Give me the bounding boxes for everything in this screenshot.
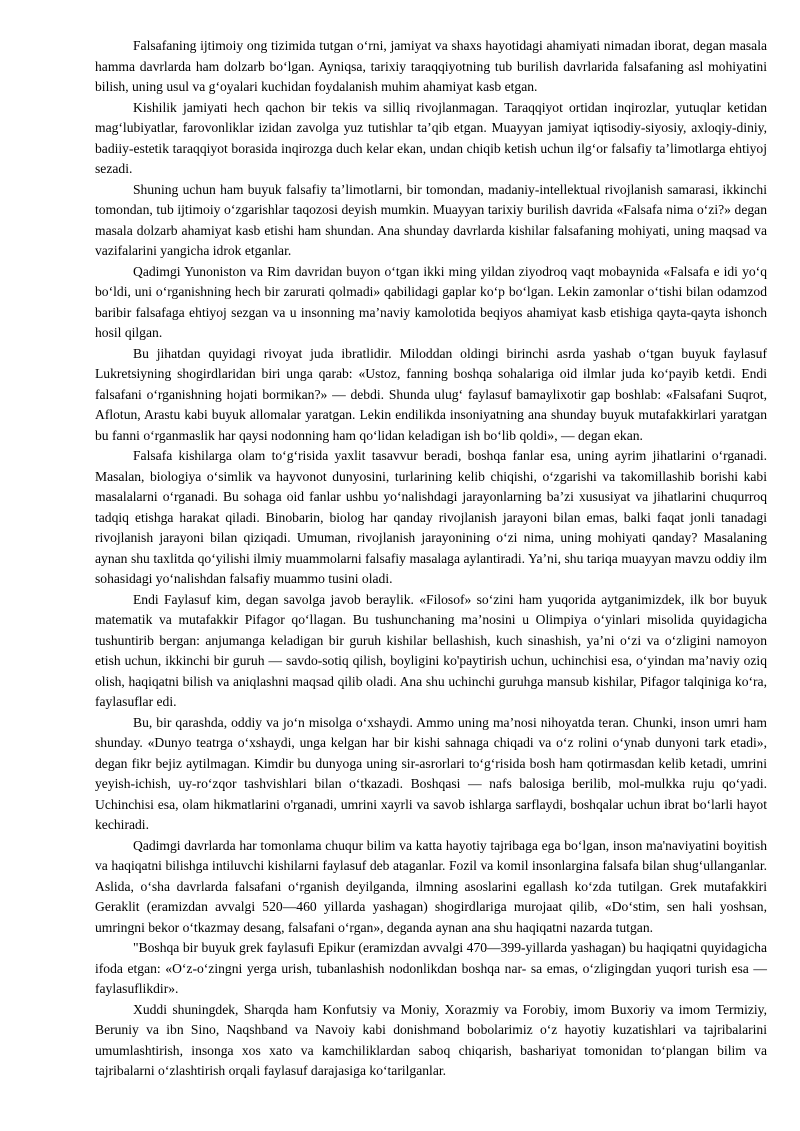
paragraph-9: Qadimgi davrlarda har tomonlama chuqur bilim va katta hayotiy tajribaga ega bo‘lgan, inson ma'naviyatini boyitish va haqiqatni bilishga intiluvchi kishilarni faylasuf deb ataganlar. Fozil va komil insonlargina falsafa bilan shug‘ullanganlar. Aslida, o‘sha davrlarda falsafani o‘rganish deyilganda, ilmning asoslarini egallash ko‘zda tutilgan. Grek mutafakkiri Geraklit (eramizdan avvalgi 520—460 yillarda yashagan) shogirdlariga murojaat qilib, «Do‘stim, sen hali yoshsan, umringni bekor o‘tkazmay desang, falsafani o‘rgan», deganda aynan ana shu haqiqatni nazarda tutgan. [95, 837, 767, 935]
paragraph-5: Bu jihatdan quyidagi rivoyat juda ibratlidir. Miloddan oldingi birinchi asrda yashab o‘tgan buyuk faylasuf Lukretsiyning shogirdlaridan biri unga qarab: «Ustoz, fanning boshqa sohalariga oid ilmlar juda ko‘payib ketdi. Endi falsafani o‘rganishning hojati bormikan?» — debdi. Shunda ulug‘ faylasuf bamaylixotir gap boshlab: «Falsafani Suqrot, Aflotun, Arastu kabi buyuk allomalar yaratgan. Lekin endilikda insoniyatning ana shunday buyuk mutafakkirlari yaratgan bu fanni o‘rganmaslik har qaysi nodonning ham qo‘lidan keladigan ish bo‘lib qoldi», — degan ekan. [95, 345, 767, 443]
paragraph-8: Bu, bir qarashda, oddiy va jo‘n misolga o‘xshaydi. Ammo uning ma’nosi nihoyatda teran. Chunki, inson umri ham shunday. «Dunyo teatrga o‘xshaydi, unga kelgan har bir kishi sahnaga chiqadi va o‘z rolini o‘ynab dunyoni tark etadi», degan fikr bejiz aytilmagan. Kimdir bu dunyoga uning sir-asrorlari to‘g‘risida bosh ham qotirmasdan kelib ketadi, umrini yeyish-ichish, uy-ro‘zqor tashvishlari bilan o‘tkazadi. Boshqasi — nafs balosiga berilib, mol-mulkka ruju qo‘yadi. Uchinchisi esa, olam hikmatlarini o'rganadi, umrini xayrli va savob ishlarga sarflaydi, boshqalar uchun ibrat bo‘larli hayot kechiradi. [95, 714, 767, 832]
paragraph-1: Falsafaning ijtimoiy ong tizimida tutgan o‘rni, jamiyat va shaxs hayotidagi ahamiyati nimadan iborat, degan masala hamma davrlarda ham dolzarb bo‘lgan. Ayniqsa, tarixiy taraqqiyotning tub burilish davrlarida falsafaning asl mohiyatini bilish, uning usul va g‘oyalari kuchidan foydalanish muhim ahamiyat kasb etgan. [95, 38, 767, 94]
paragraph-10: "Boshqa bir buyuk grek faylasufi Epikur (eramizdan avvalgi 470—399-yillarda yashagan) bu haqiqatni quyidagicha ifoda etgan: «O‘z-o‘zingni yerga urish, tubanlashish nodonlikdan boshqa nar- sa emas, o‘zligingdan yuqori turish esa — faylasuflikdir». [95, 940, 767, 996]
paragraph-6: Falsafa kishilarga olam to‘g‘risida yaxlit tasavvur beradi, boshqa fanlar esa, uning ayrim jihatlarini o‘rganadi. Masalan, biologiya o‘simlik va hayvonot dunyosini, turlarining kelib chiqishi, o‘zgarishi va takomillashib borishi kabi masalalarni o‘rganadi. Bu sohaga oid fanlar ushbu yo‘nalishdagi jarayonlarning ba’zi xususiyat va jihatlarini chuqurroq tadqiq etishga harakat qiladi. Binobarin, biolog har qanday rivojlanish jarayoni bilan emas, balki faqat jonli tanadagi rivojlanish jarayoni bilan qiziqadi. Umuman, rivojlanish jarayonining o‘zi nima, uning mohiyati qanday? Masalaning aynan shu taxlitda qo‘yilishi ilmiy muammolarni falsafiy masalaga aylantiradi. Ya’ni, shu tariqa muayyan mavzu oddiy ilm sohasidagi yo‘nalishdan falsafiy muammo tusini oladi. [95, 448, 767, 586]
paragraph-11: Xuddi shuningdek, Sharqda ham Konfutsiy va Moniy, Xorazmiy va Forobiy, imom Buxoriy va imom Termiziy, Beruniy va ibn Sino, Naqshband va Navoiy kabi donishmand bobolarimiz o‘z hayotiy kuzatishlari va tajribalarini umumlashtirish, insonga xos xato va kamchiliklardan saboq chiqarish, bashariyat tomonidan to‘plangan bilim va tajribalarni o‘zlashtirish orqali faylasuf darajasiga ko‘tarilganlar. [95, 1001, 767, 1078]
paragraph-7: Endi Faylasuf kim, degan savolga javob beraylik. «Filosof» so‘zini ham yuqorida aytganimizdek, ilk bor buyuk matematik va mutafakkir Pifagor qo‘llagan. Bu tushunchaning ma’nosini u Olimpiya o‘yinlari misolida quyidagicha tushuntirib bergan: anjumanga keladigan bir guruh kishilar bellashish, kuch sinashish, ya’ni o‘zi va o‘zligini namoyon etish uchun, ikkinchi bir guruh — savdo-sotiq qilish, boyligini ko'paytirish uchun, uchinchisi esa, o‘yindan ma’naviy oziq olish, haqiqatni bilish va aniqlashni maqsad qilib oladi. Ana shu uchinchi guruhga mansub kishilar, Pifagor talqiniga ko‘ra, faylasuflar edi. [95, 591, 767, 709]
document-page [95, 36, 767, 1082]
paragraph-3: Shuning uchun ham buyuk falsafiy ta’limotlarni, bir tomondan, madaniy-intellektual rivojlanish samarasi, ikkinchi tomondan, tub ijtimoiy o‘zgarishlar taqozosi deyish mumkin. Muayyan tarixiy burilish davrida «Falsafa nima o‘zi?» degan masala dolzarb ahamiyat kasb etishi ham shundan. Ana shunday davrlarda kishilar falsafaning mohiyati, uning maqsad va vazifalarini yangicha idrok etganlar. [95, 181, 767, 258]
paragraph-2: Kishilik jamiyati hech qachon bir tekis va silliq rivojlanmagan. Taraqqiyot ortidan inqirozlar, yutuqlar ketidan mag‘lubiyatlar, farovonliklar izidan zavolga yuz tutishlar ta’qib etgan. Muayyan jamiyat iqtisodiy-siyosiy, axloqiy-diniy, badiiy-estetik taraqqiyot borasida inqirozga duch kelar ekan, undan chiqib ketish uchun ilg‘or falsafiy ta’limotlarga ehtiyoj sezadi. [95, 99, 767, 176]
paragraph-4: Qadimgi Yunoniston va Rim davridan buyon o‘tgan ikki ming yildan ziyodroq vaqt mobaynida «Falsafa e idi yo‘q bo‘ldi, uni o‘rganishning hech bir zarurati qolmadi» qabilidagi gaplar ko‘p bo‘lgan. Lekin zamonlar o‘tishi bilan odamzod baribir falsafaga ehtiyoj sezgan va u insonning ma’naviy kamolotida beqiyos ahamiyat kasb etishiga qayta-qayta ishonch hosil qilgan. [95, 263, 767, 340]
